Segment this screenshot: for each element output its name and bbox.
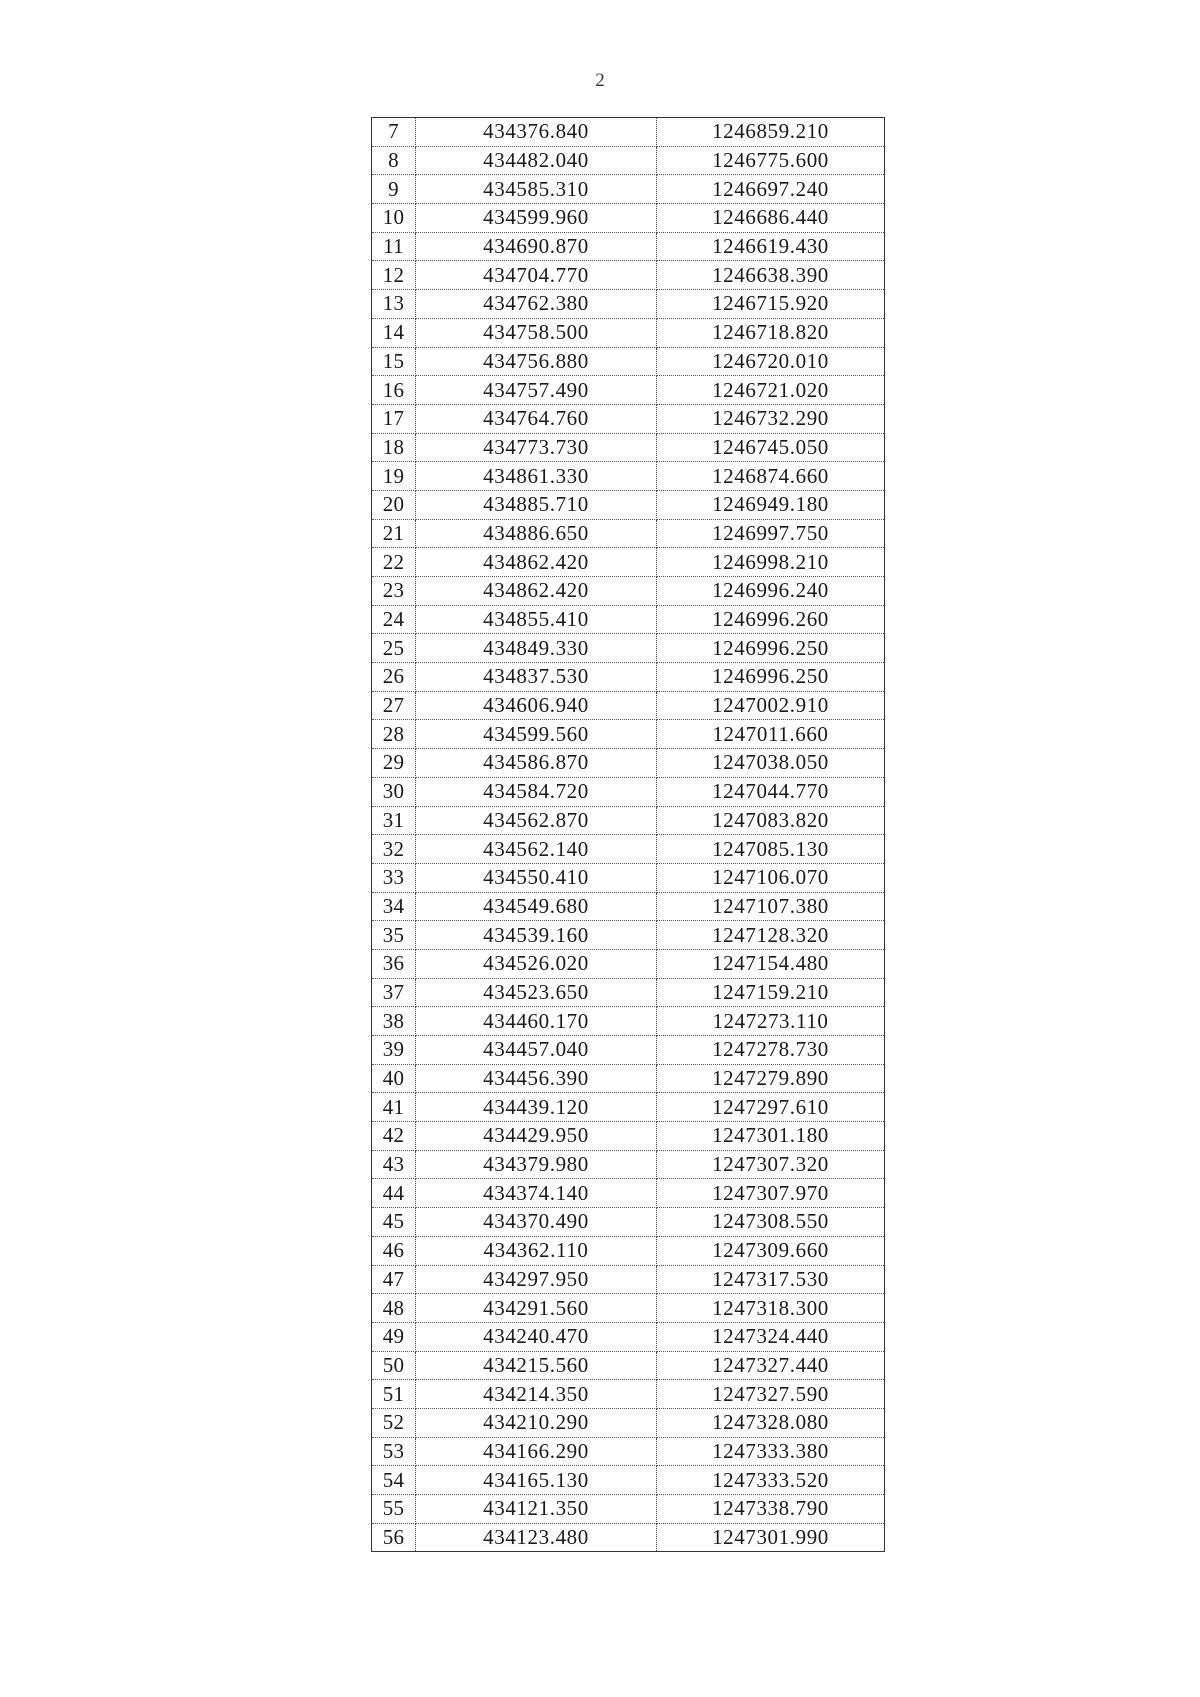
x-coordinate-cell: 434214.350: [416, 1380, 657, 1409]
coordinates-table-body: [372, 118, 885, 1552]
table-row: [372, 835, 885, 864]
x-coordinate-cell: 434585.310: [416, 175, 657, 204]
table-row: [372, 1408, 885, 1437]
x-coordinate-cell: 434523.650: [416, 978, 657, 1007]
y-coordinate-cell: 1247278.730: [657, 1036, 885, 1065]
x-coordinate-cell: 434297.950: [416, 1265, 657, 1294]
x-coordinate-cell: 434550.410: [416, 863, 657, 892]
table-row: [372, 261, 885, 290]
table-row: [372, 1150, 885, 1179]
table-row: [372, 376, 885, 405]
table-row: [372, 1380, 885, 1409]
x-coordinate-cell: 434482.040: [416, 146, 657, 175]
table-row: [372, 462, 885, 491]
x-coordinate-cell: 434862.420: [416, 577, 657, 606]
point-number-cell: 20: [372, 490, 416, 519]
point-number-cell: 51: [372, 1380, 416, 1409]
x-coordinate-cell: 434599.560: [416, 720, 657, 749]
y-coordinate-cell: 1246638.390: [657, 261, 885, 290]
y-coordinate-cell: 1247154.480: [657, 949, 885, 978]
table-row: [372, 1265, 885, 1294]
point-number-cell: 38: [372, 1007, 416, 1036]
y-coordinate-cell: 1246996.240: [657, 577, 885, 606]
x-coordinate-cell: 434123.480: [416, 1523, 657, 1552]
x-coordinate-cell: 434757.490: [416, 376, 657, 405]
y-coordinate-cell: 1246996.250: [657, 663, 885, 692]
point-number-cell: 26: [372, 663, 416, 692]
y-coordinate-cell: 1247038.050: [657, 749, 885, 778]
x-coordinate-cell: 434429.950: [416, 1122, 657, 1151]
table-row: [372, 1495, 885, 1524]
y-coordinate-cell: 1247106.070: [657, 863, 885, 892]
x-coordinate-cell: 434215.560: [416, 1351, 657, 1380]
x-coordinate-cell: 434121.350: [416, 1495, 657, 1524]
y-coordinate-cell: 1246775.600: [657, 146, 885, 175]
table-row: [372, 1122, 885, 1151]
x-coordinate-cell: 434165.130: [416, 1466, 657, 1495]
point-number-cell: 47: [372, 1265, 416, 1294]
x-coordinate-cell: 434855.410: [416, 605, 657, 634]
x-coordinate-cell: 434379.980: [416, 1150, 657, 1179]
x-coordinate-cell: 434758.500: [416, 318, 657, 347]
table-row: [372, 1036, 885, 1065]
table-row: [372, 720, 885, 749]
y-coordinate-cell: 1246721.020: [657, 376, 885, 405]
x-coordinate-cell: 434456.390: [416, 1064, 657, 1093]
point-number-cell: 23: [372, 577, 416, 606]
x-coordinate-cell: 434764.760: [416, 404, 657, 433]
table-row: [372, 433, 885, 462]
y-coordinate-cell: 1246996.260: [657, 605, 885, 634]
y-coordinate-cell: 1247333.520: [657, 1466, 885, 1495]
table-row: [372, 1351, 885, 1380]
x-coordinate-cell: 434690.870: [416, 232, 657, 261]
point-number-cell: 48: [372, 1294, 416, 1323]
y-coordinate-cell: 1246996.250: [657, 634, 885, 663]
point-number-cell: 18: [372, 433, 416, 462]
x-coordinate-cell: 434862.420: [416, 548, 657, 577]
point-number-cell: 37: [372, 978, 416, 1007]
x-coordinate-cell: 434439.120: [416, 1093, 657, 1122]
point-number-cell: 45: [372, 1208, 416, 1237]
table-row: [372, 806, 885, 835]
y-coordinate-cell: 1247159.210: [657, 978, 885, 1007]
table-row: [372, 146, 885, 175]
y-coordinate-cell: 1246720.010: [657, 347, 885, 376]
x-coordinate-cell: 434166.290: [416, 1437, 657, 1466]
y-coordinate-cell: 1247317.530: [657, 1265, 885, 1294]
y-coordinate-cell: 1246715.920: [657, 290, 885, 319]
y-coordinate-cell: 1247327.590: [657, 1380, 885, 1409]
x-coordinate-cell: 434606.940: [416, 691, 657, 720]
y-coordinate-cell: 1247085.130: [657, 835, 885, 864]
point-number-cell: 34: [372, 892, 416, 921]
x-coordinate-cell: 434861.330: [416, 462, 657, 491]
table-row: [372, 290, 885, 319]
table-row: [372, 777, 885, 806]
x-coordinate-cell: 434291.560: [416, 1294, 657, 1323]
x-coordinate-cell: 434837.530: [416, 663, 657, 692]
x-coordinate-cell: 434599.960: [416, 204, 657, 233]
y-coordinate-cell: 1247044.770: [657, 777, 885, 806]
y-coordinate-cell: 1246859.210: [657, 118, 885, 147]
point-number-cell: 56: [372, 1523, 416, 1552]
point-number-cell: 53: [372, 1437, 416, 1466]
y-coordinate-cell: 1247083.820: [657, 806, 885, 835]
table-row: [372, 204, 885, 233]
x-coordinate-cell: 434376.840: [416, 118, 657, 147]
table-row: [372, 1294, 885, 1323]
point-number-cell: 19: [372, 462, 416, 491]
point-number-cell: 36: [372, 949, 416, 978]
y-coordinate-cell: 1246718.820: [657, 318, 885, 347]
table-row: [372, 490, 885, 519]
y-coordinate-cell: 1247279.890: [657, 1064, 885, 1093]
y-coordinate-cell: 1246619.430: [657, 232, 885, 261]
x-coordinate-cell: 434362.110: [416, 1236, 657, 1265]
table-row: [372, 1007, 885, 1036]
table-row: [372, 519, 885, 548]
x-coordinate-cell: 434756.880: [416, 347, 657, 376]
point-number-cell: 15: [372, 347, 416, 376]
table-row: [372, 1523, 885, 1552]
point-number-cell: 25: [372, 634, 416, 663]
point-number-cell: 55: [372, 1495, 416, 1524]
y-coordinate-cell: 1247308.550: [657, 1208, 885, 1237]
table-row: [372, 1093, 885, 1122]
point-number-cell: 49: [372, 1322, 416, 1351]
y-coordinate-cell: 1247327.440: [657, 1351, 885, 1380]
y-coordinate-cell: 1246998.210: [657, 548, 885, 577]
y-coordinate-cell: 1247301.180: [657, 1122, 885, 1151]
point-number-cell: 40: [372, 1064, 416, 1093]
point-number-cell: 33: [372, 863, 416, 892]
point-number-cell: 24: [372, 605, 416, 634]
table-row: [372, 634, 885, 663]
x-coordinate-cell: 434773.730: [416, 433, 657, 462]
point-number-cell: 13: [372, 290, 416, 319]
x-coordinate-cell: 434210.290: [416, 1408, 657, 1437]
x-coordinate-cell: 434457.040: [416, 1036, 657, 1065]
y-coordinate-cell: 1247128.320: [657, 921, 885, 950]
x-coordinate-cell: 434886.650: [416, 519, 657, 548]
point-number-cell: 16: [372, 376, 416, 405]
point-number-cell: 17: [372, 404, 416, 433]
x-coordinate-cell: 434849.330: [416, 634, 657, 663]
point-number-cell: 22: [372, 548, 416, 577]
y-coordinate-cell: 1247107.380: [657, 892, 885, 921]
table-row: [372, 691, 885, 720]
y-coordinate-cell: 1246997.750: [657, 519, 885, 548]
x-coordinate-cell: 434460.170: [416, 1007, 657, 1036]
x-coordinate-cell: 434526.020: [416, 949, 657, 978]
point-number-cell: 42: [372, 1122, 416, 1151]
point-number-cell: 46: [372, 1236, 416, 1265]
point-number-cell: 39: [372, 1036, 416, 1065]
y-coordinate-cell: 1247297.610: [657, 1093, 885, 1122]
table-row: [372, 404, 885, 433]
point-number-cell: 54: [372, 1466, 416, 1495]
table-row: [372, 1064, 885, 1093]
point-number-cell: 50: [372, 1351, 416, 1380]
x-coordinate-cell: 434240.470: [416, 1322, 657, 1351]
table-row: [372, 978, 885, 1007]
point-number-cell: 12: [372, 261, 416, 290]
y-coordinate-cell: 1246874.660: [657, 462, 885, 491]
point-number-cell: 32: [372, 835, 416, 864]
y-coordinate-cell: 1246697.240: [657, 175, 885, 204]
point-number-cell: 8: [372, 146, 416, 175]
table-row: [372, 1236, 885, 1265]
point-number-cell: 43: [372, 1150, 416, 1179]
table-row: [372, 232, 885, 261]
y-coordinate-cell: 1247307.320: [657, 1150, 885, 1179]
table-row: [372, 863, 885, 892]
table-row: [372, 949, 885, 978]
x-coordinate-cell: 434562.140: [416, 835, 657, 864]
y-coordinate-cell: 1247324.440: [657, 1322, 885, 1351]
x-coordinate-cell: 434586.870: [416, 749, 657, 778]
point-number-cell: 27: [372, 691, 416, 720]
table-row: [372, 118, 885, 147]
point-number-cell: 41: [372, 1093, 416, 1122]
y-coordinate-cell: 1247301.990: [657, 1523, 885, 1552]
y-coordinate-cell: 1247338.790: [657, 1495, 885, 1524]
y-coordinate-cell: 1246686.440: [657, 204, 885, 233]
y-coordinate-cell: 1247307.970: [657, 1179, 885, 1208]
y-coordinate-cell: 1247328.080: [657, 1408, 885, 1437]
y-coordinate-cell: 1247333.380: [657, 1437, 885, 1466]
point-number-cell: 35: [372, 921, 416, 950]
point-number-cell: 52: [372, 1408, 416, 1437]
x-coordinate-cell: 434370.490: [416, 1208, 657, 1237]
table-row: [372, 318, 885, 347]
table-row: [372, 663, 885, 692]
point-number-cell: 7: [372, 118, 416, 147]
x-coordinate-cell: 434584.720: [416, 777, 657, 806]
coordinates-table: [371, 117, 885, 1552]
table-row: [372, 548, 885, 577]
table-row: [372, 892, 885, 921]
table-row: [372, 1179, 885, 1208]
point-number-cell: 9: [372, 175, 416, 204]
x-coordinate-cell: 434539.160: [416, 921, 657, 950]
y-coordinate-cell: 1247011.660: [657, 720, 885, 749]
x-coordinate-cell: 434704.770: [416, 261, 657, 290]
point-number-cell: 44: [372, 1179, 416, 1208]
table-row: [372, 605, 885, 634]
table-row: [372, 1437, 885, 1466]
x-coordinate-cell: 434549.680: [416, 892, 657, 921]
y-coordinate-cell: 1246949.180: [657, 490, 885, 519]
point-number-cell: 28: [372, 720, 416, 749]
y-coordinate-cell: 1247309.660: [657, 1236, 885, 1265]
point-number-cell: 10: [372, 204, 416, 233]
y-coordinate-cell: 1246732.290: [657, 404, 885, 433]
point-number-cell: 21: [372, 519, 416, 548]
x-coordinate-cell: 434762.380: [416, 290, 657, 319]
table-row: [372, 175, 885, 204]
y-coordinate-cell: 1247273.110: [657, 1007, 885, 1036]
point-number-cell: 29: [372, 749, 416, 778]
x-coordinate-cell: 434562.870: [416, 806, 657, 835]
point-number-cell: 14: [372, 318, 416, 347]
table-row: [372, 1322, 885, 1351]
table-row: [372, 1208, 885, 1237]
point-number-cell: 31: [372, 806, 416, 835]
x-coordinate-cell: 434374.140: [416, 1179, 657, 1208]
y-coordinate-cell: 1246745.050: [657, 433, 885, 462]
page-number: 2: [595, 70, 605, 91]
table-row: [372, 749, 885, 778]
x-coordinate-cell: 434885.710: [416, 490, 657, 519]
table-row: [372, 347, 885, 376]
point-number-cell: 30: [372, 777, 416, 806]
table-row: [372, 1466, 885, 1495]
point-number-cell: 11: [372, 232, 416, 261]
y-coordinate-cell: 1247002.910: [657, 691, 885, 720]
table-row: [372, 921, 885, 950]
y-coordinate-cell: 1247318.300: [657, 1294, 885, 1323]
table-row: [372, 577, 885, 606]
